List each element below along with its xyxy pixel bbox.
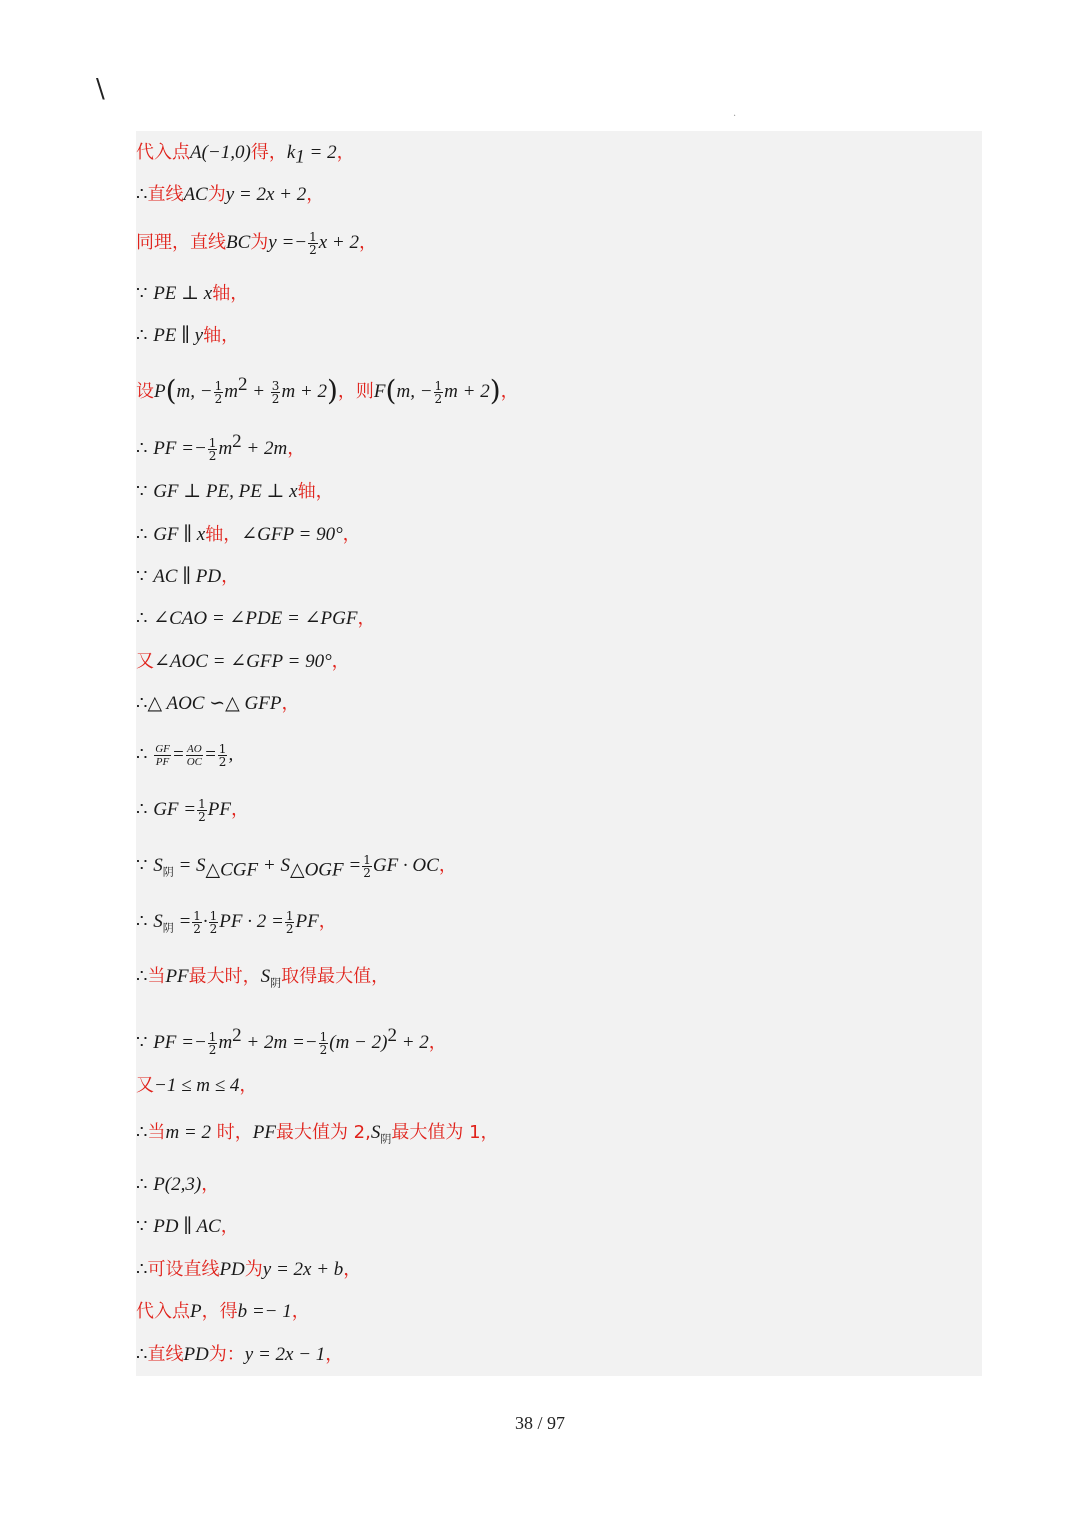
solution-line-23: ∵ PD ∥ AC，	[136, 1216, 239, 1237]
solution-line-10: ∵ AC ∥ PD，	[136, 566, 240, 587]
solution-line-6: 设P(m, − $\frac{1}{2}$ $m^2$ + $\frac{3}{2}$ m + 2)，则F(m, − $\frac{1}{2}$ m + 2)，	[136, 374, 519, 407]
solution-line-12: 又∠AOC = ∠GFP = 90°，	[136, 651, 350, 672]
solution-line-17: ∴ $S_阴$ = $\frac{1}{2}$ · $\frac{1}{2}$ PF · 2 = $\frac{1}{2}$ PF，	[136, 908, 337, 936]
solution-line-24: ∴可设直线PD为y = 2x + b，	[136, 1259, 362, 1280]
solution-line-25: 代入点P，得b =− 1，	[136, 1301, 310, 1322]
solution-line-3: 同理，直线BC为y =− $\frac{1}{2}$ x + 2，	[136, 229, 378, 257]
corner-mark: \	[96, 74, 105, 104]
solution-line-15: ∴ GF = $\frac{1}{2}$ PF，	[136, 796, 249, 824]
solution-line-9: ∴ GF ∥ x轴，∠GFP = 90°，	[136, 524, 361, 545]
solution-line-21: ∴当m = 2 时，PF最大值为 $2,S_阴$最大值为 1，	[136, 1122, 499, 1146]
solution-line-13: ∴△ AOC ∽△ GFP，	[136, 693, 300, 714]
page-number: 38 / 97	[514, 1413, 565, 1433]
solution-line-7: ∴ PF =− $\frac{1}{2}$ $m^2 + 2m$，	[136, 431, 306, 463]
solution-line-20: 又−1 ≤ m ≤ 4，	[136, 1075, 258, 1096]
solution-panel	[136, 131, 982, 1376]
solution-line-26: ∴直线PD为：y = 2x − 1，	[136, 1344, 344, 1365]
solution-line-14: ∴ $\frac{GF}{PF}$ = $\frac{AO}{OC}$ = $\frac{1}{2}$ ,	[136, 741, 234, 769]
solution-line-16: ∵ $S_阴 = S_{\triangle CGF} + S_{\triangle OGF}$ = $\frac{1}{2}$ GF · OC，	[136, 852, 457, 881]
solution-line-11: ∴ ∠CAO = ∠PDE = ∠PGF，	[136, 608, 376, 629]
solution-line-22: ∴ P(2,3)，	[136, 1174, 220, 1195]
dot-mark: .	[733, 108, 737, 119]
solution-line-2: ∴直线AC为y = 2x + 2，	[136, 184, 325, 205]
solution-line-5: ∴ PE ∥ y轴，	[136, 325, 240, 346]
solution-line-4: ∵ PE ⊥ x轴，	[136, 283, 249, 304]
solution-line-18: ∴当PF最大时，$S_阴$取得最大值，	[136, 966, 390, 990]
solution-line-1: 代入点A(−1,0)得，$k_1 = 2$，	[136, 142, 355, 168]
solution-line-8: ∵ GF ⊥ PE, PE ⊥ x轴，	[136, 481, 334, 502]
fraction-half: $\frac{1}{2}$	[309, 229, 317, 257]
solution-line-19: ∵ PF =− $\frac{1}{2}$ $m^2 + 2m$ =− $\frac{1}{2}$ $(m - 2)^2 + 2$，	[136, 1025, 447, 1057]
